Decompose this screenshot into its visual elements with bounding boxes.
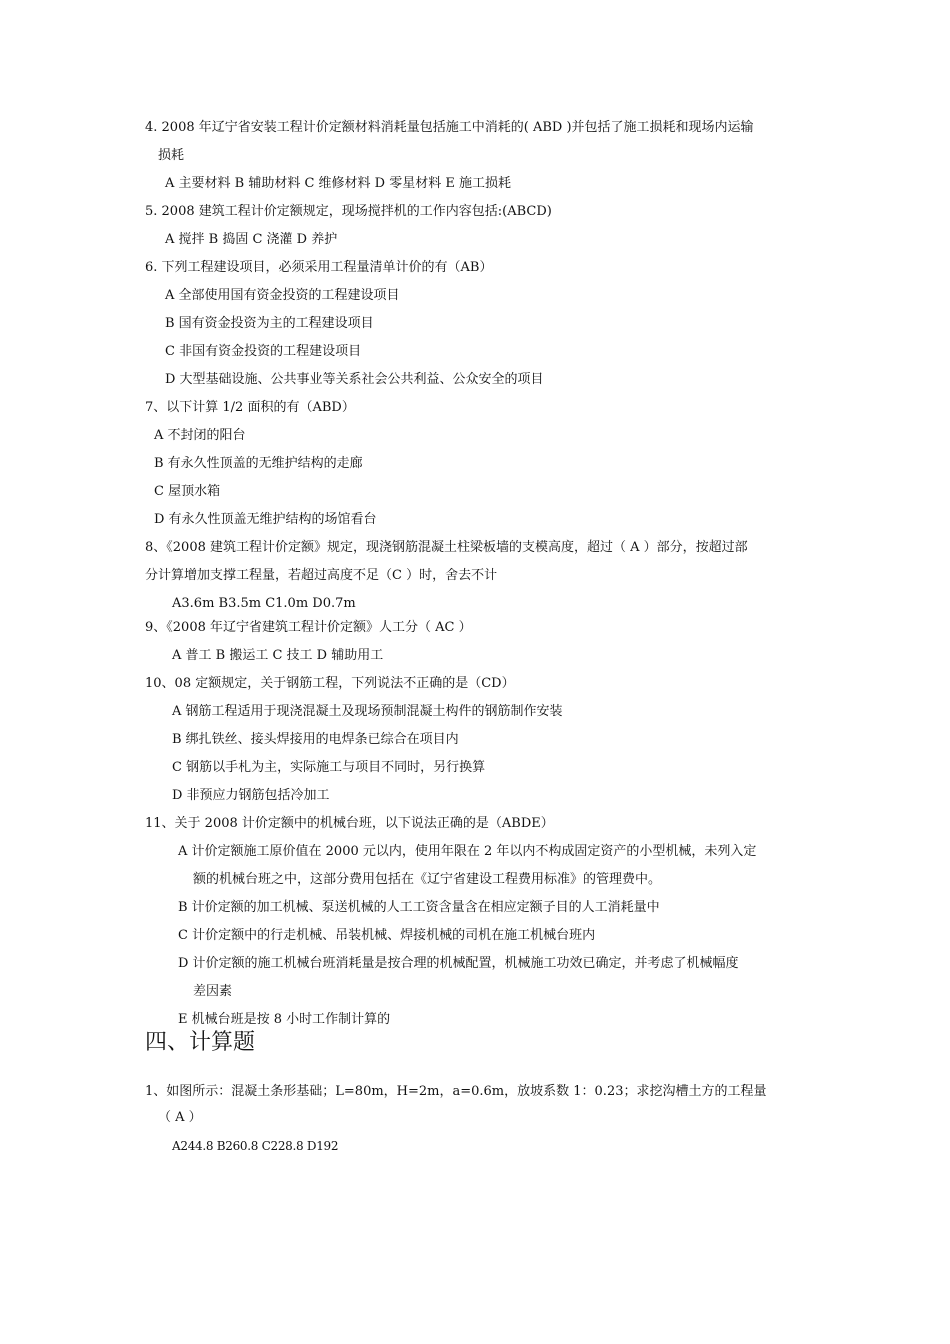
section-heading: 四、计算题 [145, 1030, 256, 1055]
calc-question-1-answer: （ A ） [158, 1110, 202, 1125]
question-4-options: A 主要材料 B 辅助材料 C 维修材料 D 零星材料 E 施工损耗 [165, 176, 511, 191]
question-7-option-b: B 有永久性顶盖的无维护结构的走廊 [154, 456, 363, 471]
question-7-text: 7、以下计算 1/2 面积的有（ABD） [145, 400, 355, 415]
question-4-text-cont: 损耗 [158, 148, 185, 163]
question-9-options: A 普工 B 搬运工 C 技工 D 辅助用工 [172, 648, 384, 663]
question-5-options: A 搅拌 B 捣固 C 浇灌 D 养护 [165, 232, 338, 247]
question-9-text: 9、《2008 年辽宁省建筑工程计价定额》人工分（ AC ） [145, 620, 472, 635]
question-6-option-b: B 国有资金投资为主的工程建设项目 [165, 316, 374, 331]
question-10-text: 10、08 定额规定，关于钢筋工程，下列说法不正确的是（CD） [145, 676, 515, 691]
question-11-text: 11、关于 2008 计价定额中的机械台班，以下说法正确的是（ABDE） [145, 816, 554, 831]
question-11-option-a: A 计价定额施工原价值在 2000 元以内，使用年限在 2 年以内不构成固定资产的小型机械，未列入定 [178, 844, 757, 859]
question-7-option-d: D 有永久性顶盖无维护结构的场馆看台 [154, 512, 377, 527]
question-11-option-d: D 计价定额的施工机械台班消耗量是按合理的机械配置，机械施工功效已确定，并考虑了机械幅度 [178, 956, 739, 971]
calc-question-1-options: A244.8 B260.8 C228.8 D192 [172, 1139, 339, 1153]
question-7-option-c: C 屋顶水箱 [154, 484, 221, 499]
question-6-text: 6. 下列工程建设项目，必须采用工程量清单计价的有（AB） [145, 260, 493, 275]
question-10-option-a: A 钢筋工程适用于现浇混凝土及现场预制混凝土构件的钢筋制作安装 [172, 704, 563, 719]
question-11-option-b: B 计价定额的加工机械、泵送机械的人工工资含量含在相应定额子目的人工消耗量中 [178, 900, 660, 915]
question-4-text: 4. 2008 年辽宁省安装工程计价定额材料消耗量包括施工中消耗的( ABD )并包括了施工损耗和现场内运输 [145, 120, 754, 135]
question-7-option-a: A 不封闭的阳台 [154, 428, 246, 443]
question-11-option-c: C 计价定额中的行走机械、吊装机械、焊接机械的司机在施工机械台班内 [178, 928, 596, 943]
question-10-option-b: B 绑扎铁丝、接头焊接用的电焊条已综合在项目内 [172, 732, 459, 747]
question-5-text: 5. 2008 建筑工程计价定额规定，现场搅拌机的工作内容包括:(ABCD) [145, 204, 552, 219]
question-8-text-cont: 分计算增加支撑工程量，若超过高度不足（C ）时，舍去不计 [145, 568, 498, 583]
question-10-option-d: D 非预应力钢筋包括冷加工 [172, 788, 330, 803]
question-11-option-a-cont: 额的机械台班之中，这部分费用包括在《辽宁省建设工程费用标准》的管理费中。 [193, 872, 662, 887]
question-10-option-c: C 钢筋以手札为主，实际施工与项目不同时，另行换算 [172, 760, 486, 775]
question-6-option-d: D 大型基础设施、公共事业等关系社会公共利益、公众安全的项目 [165, 372, 544, 387]
question-6-option-a: A 全部使用国有资金投资的工程建设项目 [165, 288, 400, 303]
question-11-option-e: E 机械台班是按 8 小时工作制计算的 [178, 1012, 391, 1027]
question-8-options: A3.6m B3.5m C1.0m D0.7m [172, 596, 356, 611]
question-8-text: 8、《2008 建筑工程计价定额》规定，现浇钢筋混凝土柱梁板墙的支模高度，超过（ A ）部分，按超过部 [145, 540, 748, 555]
calc-question-1-text: 1、如图所示：混凝土条形基础；L=80m，H=2m，a=0.6m，放坡系数 1：0.23；求挖沟槽土方的工程量 [145, 1084, 767, 1099]
question-11-option-d-cont: 差因素 [193, 984, 233, 999]
question-6-option-c: C 非国有资金投资的工程建设项目 [165, 344, 362, 359]
